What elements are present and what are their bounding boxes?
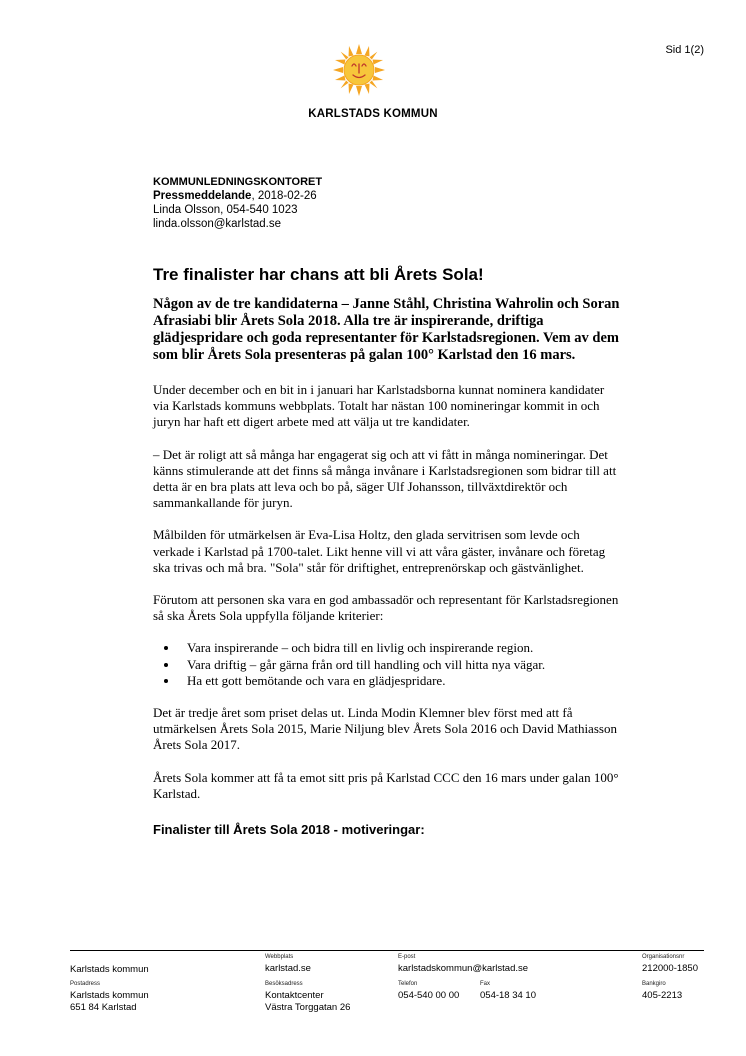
criteria-list [153,640,623,689]
paragraph-2: – Det är roligt att så många har engagerat sig och att vi fått in många nomineringar. Det känns stimulerande att det finns så många invånare i Karlstadsregionen som bidrar till att detta är en bra plats att leva och bo på, säger Ulf Johansson, tillväxtdirektör och sammankallande för juryn. [153,446,617,511]
footer-visit-line2: Västra Torggatan 26 [265,1002,351,1013]
footer-bank-label: Bankgiro [642,981,666,987]
footer-email-label: E-post [398,954,416,960]
department: KOMMUNLEDNINGSKONTORET [153,176,323,188]
footer-email: karlstadskommun@karlstad.se [398,963,529,974]
footer-divider [70,950,704,951]
footer-fax-label: Fax [480,981,491,987]
contact-email: linda.olsson@karlstad.se [153,218,282,230]
org-name: KARLSTADS KOMMUN [308,108,438,120]
list-item: • Vara driftig – går gärna från ord till handling och vill hitta nya vägar. [179,657,623,673]
paragraph-4: Förutom att personen ska vara en god ambassadör och representant för Karlstadsregionen så ska Årets Sola uppfylla följande kriterier: [153,592,619,624]
doc-type: Pressmeddelande [153,190,252,202]
footer-post-line2: 651 84 Karlstad [70,1002,137,1013]
paragraph-5: Det är tredje året som priset delas ut. Linda Modin Klemner blev först med att få utmärkelsen Årets Sola 2015, Marie Niljung blev Årets Sola 2016 och David Mathiasson Årets Sola 2017. [153,705,617,753]
doc-type-line [153,189,322,203]
lead-paragraph: Någon av de tre kandidaterna – Janne Ståhl, Christina Wahrolin och Soran Afrasiabi blir Årets Sola 2018. Alla tre är inspirerande, driftiga glädjespridare och goda representanter för Karlstadsregionen. Vem av dem som blir Årets Sola presenteras på galan 100° Karlstad den 16 mars. [153,296,620,363]
article-body [153,296,623,837]
footer-visit-line1: Kontaktcenter [265,990,324,1001]
sender-block [153,175,322,231]
sun-logo-icon [333,44,385,96]
subheading: Finalister till Årets Sola 2018 - motiveringar: [153,822,425,838]
list-item: • Ha ett gott bemötande och vara en glädjespridare. [179,673,623,689]
footer-web: karlstad.se [265,963,311,974]
doc-date: , 2018-02-26 [251,190,317,202]
headline: Tre finalister har chans att bli Årets Sola! [153,265,484,284]
footer-web-label: Webbplats [265,954,294,960]
paragraph-6: Årets Sola kommer att få ta emot sitt pris på Karlstad CCC den 16 mars under galan 100° Karlstad. [153,769,619,801]
paragraph-1: Under december och en bit in i januari har Karlstadsborna kunnat nominera kandidater via Karlstads kommuns webbplats. Totalt har nästan 100 nomineringar kommit in och juryn har haft ett digert arbete med att välja ut tre kandidater. [153,382,605,430]
footer-visit-label: Besöksadress [265,981,303,987]
contact: Linda Olsson, 054-540 1023 [153,204,298,216]
paragraph-3: Målbilden för utmärkelsen är Eva-Lisa Holtz, den glada servitrisen som levde och verkade i Karlstad på 1700-talet. Likt henne vill vi att våra gäster, invånare och företag ska trivas och må bra. "Sola" står för driftighet, entreprenörskap och gästvänlighet. [153,527,606,575]
footer-phone-label: Telefon [398,981,418,987]
footer-name: Karlstads kommun [70,964,149,975]
page-number: Sid 1(2) [665,44,704,56]
footer-phone: 054-540 00 00 [398,990,460,1001]
footer-orgnr-label: Organisationsnr [642,954,685,960]
footer-post-label: Postadress [70,981,101,987]
footer-bank: 405-2213 [642,990,683,1001]
footer-post-line1: Karlstads kommun [70,990,149,1001]
footer-orgnr: 212000-1850 [642,963,698,974]
footer-fax: 054-18 34 10 [480,990,536,1001]
list-item: • Vara inspirerande – och bidra till en livlig och inspirerande region. [179,640,623,656]
